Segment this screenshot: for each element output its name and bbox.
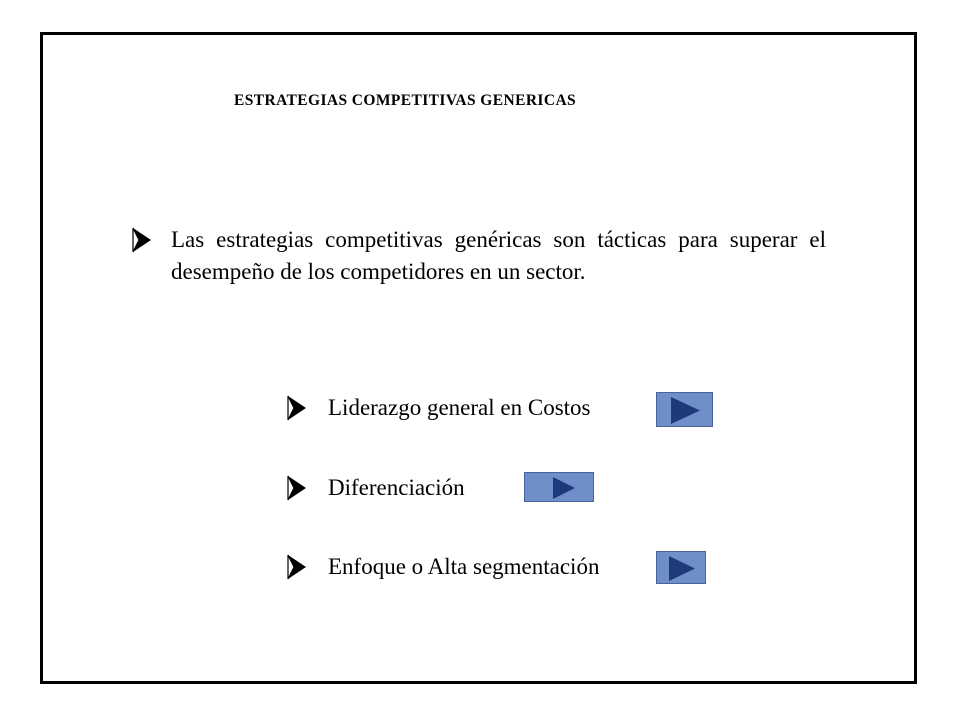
arrow-bullet-icon bbox=[286, 553, 308, 581]
arrow-bullet-icon bbox=[286, 394, 308, 422]
intro-paragraph bbox=[131, 224, 826, 288]
intro-text: Las estrategias competitivas genéricas son tácticas para superar el desempeño de los competidores en un sector. bbox=[171, 227, 826, 284]
arrow-bullet-icon bbox=[286, 474, 308, 502]
list-item-label: Diferenciación bbox=[328, 475, 465, 500]
slide-frame bbox=[40, 32, 917, 684]
go-enfoque-button[interactable] bbox=[656, 551, 706, 584]
play-triangle-icon bbox=[525, 473, 595, 503]
list-item-label: Enfoque o Alta segmentación bbox=[328, 554, 600, 579]
play-triangle-icon bbox=[657, 552, 707, 585]
slide-title: ESTRATEGIAS COMPETITIVAS GENERICAS bbox=[234, 92, 577, 109]
arrow-bullet-icon bbox=[131, 226, 153, 254]
go-costos-button[interactable] bbox=[656, 392, 713, 427]
list-item-label: Liderazgo general en Costos bbox=[328, 395, 591, 420]
go-diferenciacion-button[interactable] bbox=[524, 472, 594, 502]
play-triangle-icon bbox=[657, 393, 714, 428]
